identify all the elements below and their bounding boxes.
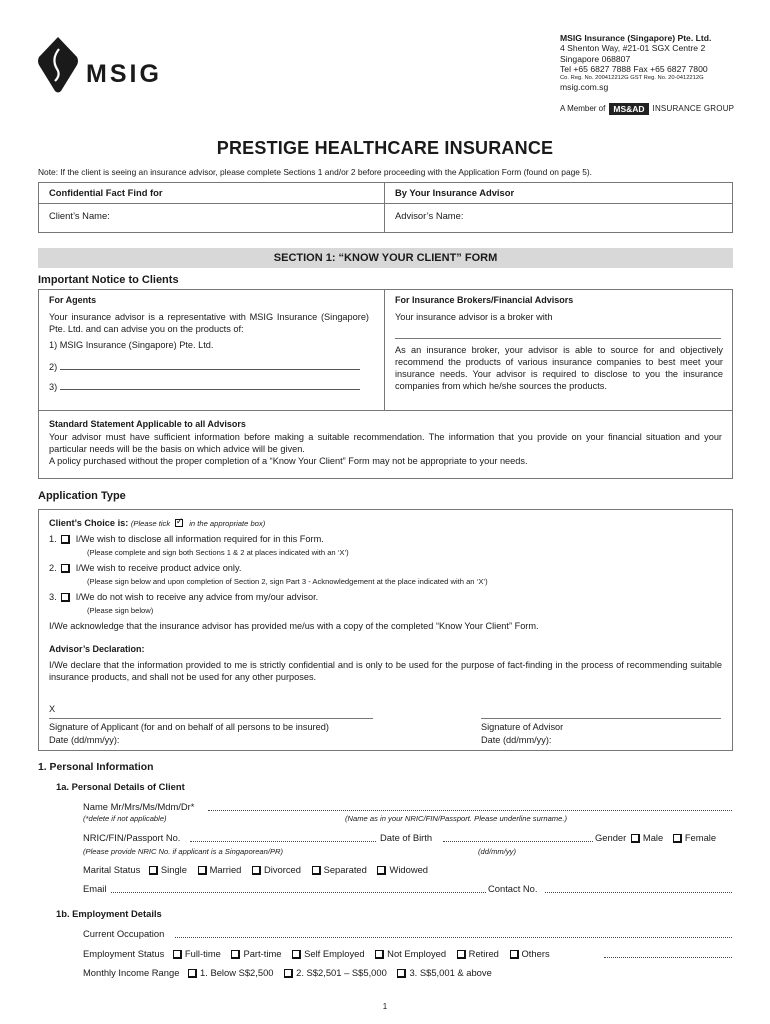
client-name-field[interactable]: Client’s Name: <box>49 210 110 221</box>
gender-male-label: Male <box>642 832 664 843</box>
option-2-hint: (Please sign below and upon completion of Section 2, sign Part 3 - Acknowledgement at the place indicated with an ‘X’) <box>87 577 488 586</box>
brand-name: MSIG <box>86 60 162 88</box>
application-type-box <box>38 509 733 751</box>
member-suffix: INSURANCE GROUP <box>652 103 735 113</box>
agents-heading: For Agents <box>49 295 97 305</box>
sig-applicant-label: Signature of Applicant (for and on behalf of all persons to be insured) <box>49 722 329 732</box>
section-1-title: SECTION 1: “KNOW YOUR CLIENT” FORM <box>38 248 733 268</box>
reg-no: Co. Reg. No. 200412212G GST Reg. No. 20-0412212G <box>560 74 704 81</box>
occupation-label: Current Occupation <box>83 928 165 939</box>
agents-item-1: 1) MSIG Insurance (Singapore) Pte. Ltd. <box>49 339 214 350</box>
advisor-date-field[interactable]: Date (dd/mm/yy): <box>481 735 552 745</box>
option-3-hint: (Please sign below) <box>87 606 154 615</box>
income-2-checkbox[interactable] <box>284 969 292 977</box>
email-label: Email <box>83 883 107 894</box>
gender-female-checkbox[interactable] <box>673 834 681 842</box>
dob-hint: (dd/mm/yy) <box>478 847 516 856</box>
notice-box <box>38 289 733 411</box>
note: Note: If the client is seeing an insurance advisor, please complete Sections 1 and/or 2 before proceeding with the Application Form (found on page 5). <box>38 167 593 177</box>
gender-field <box>595 832 716 844</box>
standard-line-1: Your advisor must have sufficient information before making a suitable recommendation. The information that you provide on your financial situation and your particular needs will be the basis on which advice will be given. <box>49 431 722 455</box>
applicant-date-field[interactable]: Date (dd/mm/yy): <box>49 735 120 745</box>
choice-line <box>49 518 265 530</box>
dob-label: Date of Birth <box>380 832 433 843</box>
nric-label: NRIC/FIN/Passport No. <box>83 832 181 843</box>
employment-retired-checkbox[interactable] <box>457 950 465 958</box>
declaration-text: I/We declare that the information provided to me is strictly confidential and is only to be used for the purpose of fact-finding in the process of recommending suitable insurance products, and shall not be used for any other purposes. <box>49 660 722 682</box>
tick-box-icon: ✓ <box>175 516 184 526</box>
marital-single-checkbox[interactable] <box>149 866 157 874</box>
declaration-heading: Advisor’s Declaration: <box>49 644 145 654</box>
delete-hint: (*delete if not applicable) <box>83 814 167 823</box>
marital-married-checkbox[interactable] <box>198 866 206 874</box>
marital-widowed-checkbox[interactable] <box>377 866 385 874</box>
member-line <box>560 103 734 115</box>
applicant-signature-line[interactable] <box>49 718 373 719</box>
gender-male-checkbox[interactable] <box>631 834 639 842</box>
agents-column <box>49 295 369 393</box>
advisor-signature-line[interactable] <box>481 718 721 719</box>
brokers-text-2: As an insurance broker, your advisor is able to source for and objectively recommend the products of various insurance companies to best meet your insurance needs. Your advisor is required to disclose to you the insurance companies from which he/she sources the products. <box>395 344 723 391</box>
employment-self-checkbox[interactable] <box>292 950 300 958</box>
option-2-checkbox[interactable] <box>61 564 69 572</box>
nric-hint: (Please provide NRIC No. if applicant is a Singaporean/PR) <box>83 847 284 856</box>
marital-label: Marital Status <box>83 864 141 875</box>
option-2-text: I/We wish to receive product advice only. <box>75 563 242 573</box>
agents-item-2[interactable]: 2) <box>49 362 369 374</box>
option-3-checkbox[interactable] <box>61 593 69 601</box>
option-1-hint: (Please complete and sign both Sections 1 & 2 at places indicated with an ‘X’) <box>87 548 349 557</box>
brokers-text: Your insurance advisor is a broker with <box>395 311 553 322</box>
agents-item-3[interactable]: 3) <box>49 382 369 394</box>
income-range-row: Monthly Income Range 1. Below S$2,500 2. S$2,501 – S$5,000 3. S$5,001 & above <box>83 967 492 978</box>
x-mark: X <box>49 704 56 714</box>
dob-input[interactable] <box>443 841 593 842</box>
page-number: 1 <box>382 1002 388 1011</box>
marital-divorced-checkbox[interactable] <box>252 866 260 874</box>
advisor-header: By Your Insurance Advisor <box>395 187 515 198</box>
option-1-text: I/We wish to disclose all information required for in this Form. <box>75 534 324 544</box>
website[interactable]: msig.com.sg <box>560 82 609 92</box>
standard-statement-box <box>38 411 733 479</box>
fact-find-header: Confidential Fact Find for <box>49 187 163 198</box>
company-info <box>560 33 711 92</box>
acknowledge-text: I/We acknowledge that the insurance advisor has provided me/us with a copy of the completed “Know Your Client” Form. <box>49 621 539 631</box>
others-input[interactable] <box>604 957 732 958</box>
income-1-checkbox[interactable] <box>188 969 196 977</box>
tel-fax: Tel +65 6827 7888 Fax +65 6827 7800 <box>560 64 708 75</box>
contact-label: Contact No. <box>488 883 538 894</box>
broker-name-line[interactable] <box>395 338 721 339</box>
address-line-2: Singapore 068807 <box>560 53 631 64</box>
brokers-heading: For Insurance Brokers/Financial Advisors <box>395 295 574 305</box>
option-2[interactable]: 2. I/We wish to receive product advice only. <box>49 563 242 573</box>
name-label: Name Mr/Mrs/Ms/Mdm/Dr* <box>83 801 195 812</box>
standard-line-2: A policy purchased without the proper completion of a “Know Your Client” Form may not be appropriate to your needs. <box>49 456 528 467</box>
contact-input[interactable] <box>545 892 732 893</box>
name-input[interactable] <box>208 810 732 811</box>
option-3[interactable]: 3. I/We do not wish to receive any advice from my/our advisor. <box>49 592 319 602</box>
employment-status-row: Employment Status Full-time Part-time Self Employed Not Employed Retired Others <box>83 948 550 959</box>
sig-advisor-label: Signature of Advisor <box>481 722 564 732</box>
personal-details-heading: 1a. Personal Details of Client <box>56 781 185 792</box>
option-3-text: I/We do not wish to receive any advice from my/our advisor. <box>75 592 319 602</box>
msad-logo: MS&AD <box>609 103 648 115</box>
msig-logo-icon <box>37 35 79 93</box>
choice-hint-b: in the appropriate box) <box>189 519 266 528</box>
income-label: Monthly Income Range <box>83 967 180 978</box>
employment-parttime-checkbox[interactable] <box>231 950 239 958</box>
agents-text: Your insurance advisor is a representative with MSIG Insurance (Singapore) Pte. Ltd. and can advise you on the products of: <box>49 311 369 334</box>
occupation-input[interactable] <box>175 937 732 938</box>
marital-separated-checkbox[interactable] <box>312 866 320 874</box>
employment-others-checkbox[interactable] <box>510 950 518 958</box>
email-input[interactable] <box>111 892 486 893</box>
option-1[interactable]: 1. I/We wish to disclose all information required for in this Form. <box>49 534 324 544</box>
brokers-column <box>395 295 723 392</box>
nric-input[interactable] <box>190 841 376 842</box>
choice-hint-a: (Please tick <box>130 519 171 528</box>
member-prefix: A Member of <box>560 103 606 113</box>
company-name: MSIG Insurance (Singapore) Pte. Ltd. <box>560 33 712 43</box>
option-1-checkbox[interactable] <box>61 535 69 543</box>
gender-female-label: Female <box>684 832 717 843</box>
choice-label: Client’s Choice is: <box>49 518 129 528</box>
application-type-heading: Application Type <box>38 490 126 502</box>
standard-heading: Standard Statement Applicable to all Advisors <box>49 419 246 429</box>
marital-status-row: Marital Status Single Married Divorced Separated Widowed <box>83 864 429 875</box>
document-title: PRESTIGE HEALTHCARE INSURANCE <box>216 138 554 158</box>
advisor-name-field[interactable]: Advisor’s Name: <box>395 210 464 221</box>
gender-label: Gender <box>595 832 627 843</box>
personal-info-heading: 1. Personal Information <box>38 762 154 773</box>
employment-fulltime-checkbox[interactable] <box>173 950 181 958</box>
employment-label: Employment Status <box>83 948 165 959</box>
income-3-checkbox[interactable] <box>397 969 405 977</box>
employment-heading: 1b. Employment Details <box>56 908 162 919</box>
name-hint: (Name as in your NRIC/FIN/Passport. Please underline surname.) <box>345 814 567 823</box>
important-notice-heading: Important Notice to Clients <box>38 274 179 286</box>
address-line-1: 4 Shenton Way, #21-01 SGX Centre 2 <box>560 43 706 54</box>
employment-none-checkbox[interactable] <box>375 950 383 958</box>
fact-find-table <box>38 182 733 233</box>
